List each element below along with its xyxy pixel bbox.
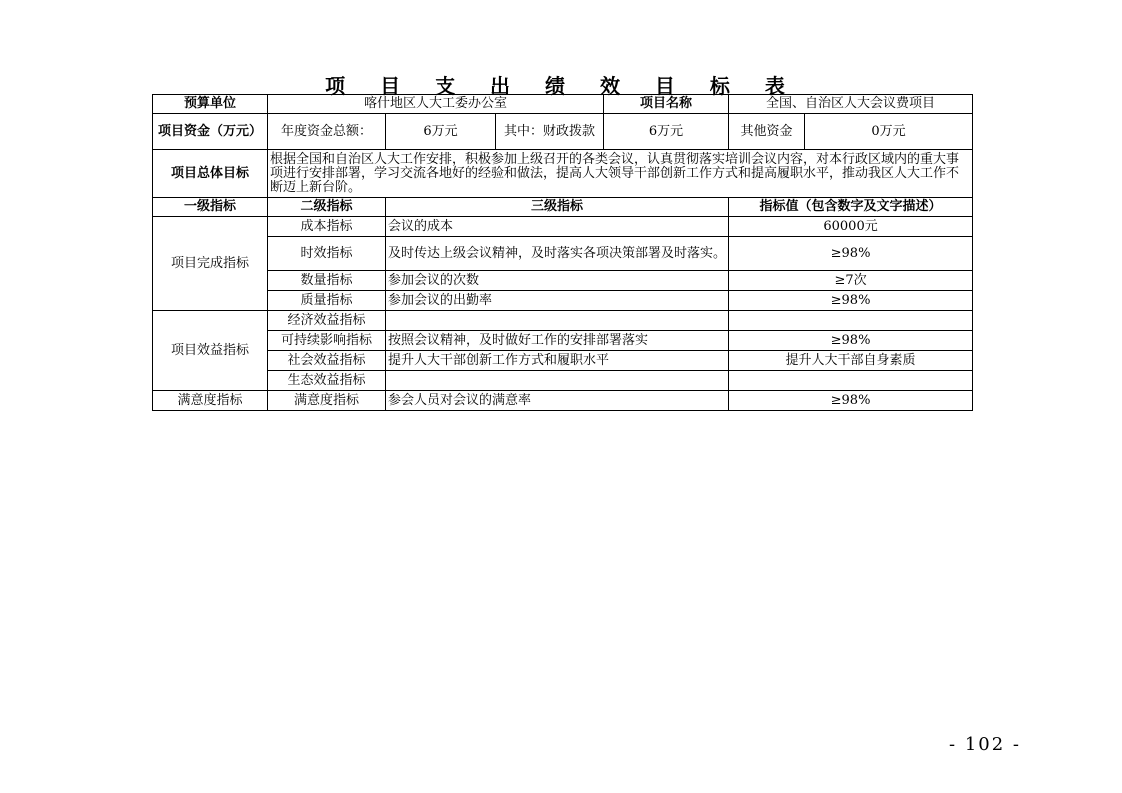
level2-cell: 成本指标 <box>268 217 386 237</box>
level2-cell: 数量指标 <box>268 271 386 291</box>
table-row <box>153 391 973 411</box>
funds-label: 项目资金（万元） <box>153 114 268 150</box>
level3-cell: 参加会议的出勤率 <box>386 291 729 311</box>
funds-row <box>153 114 973 150</box>
value-cell: ≥98% <box>729 391 973 411</box>
fiscal-value: 6万元 <box>604 114 729 150</box>
level2-cell: 质量指标 <box>268 291 386 311</box>
level2-cell: 经济效益指标 <box>268 311 386 331</box>
performance-goal-table <box>152 94 973 411</box>
level3-cell: 及时传达上级会议精神，及时落实各项决策部署及时落实。 <box>386 237 729 271</box>
value-cell: ≥98% <box>729 291 973 311</box>
value-cell: ≥98% <box>729 237 973 271</box>
table-row <box>153 291 973 311</box>
level3-cell: 按照会议精神，及时做好工作的安排部署落实 <box>386 331 729 351</box>
table-row <box>153 217 973 237</box>
page-number: - 102 - <box>949 734 1021 755</box>
value-cell: 60000元 <box>729 217 973 237</box>
other-funds-label: 其他资金 <box>729 114 805 150</box>
table-row <box>153 311 973 331</box>
level2-cell: 生态效益指标 <box>268 371 386 391</box>
other-funds-value: 0万元 <box>805 114 973 150</box>
table-row <box>153 371 973 391</box>
budget-unit-value: 喀什地区人大工委办公室 <box>268 95 604 114</box>
column-header-row <box>153 198 973 217</box>
level2-cell: 时效指标 <box>268 237 386 271</box>
level3-cell: 参会人员对会议的满意率 <box>386 391 729 411</box>
goal-label: 项目总体目标 <box>153 150 268 198</box>
col-level2-header: 二级指标 <box>268 198 386 217</box>
group-completion-label: 项目完成指标 <box>153 217 268 311</box>
goal-text: 根据全国和自治区人大工作安排，积极参加上级召开的各类会议，认真贯彻落实培训会议内容，对本行政区域内的重大事项进行安排部署，学习交流各地好的经验和做法，提高人大领导干部创新工作方式和提高履职水平，推动我区人大工作不断迈上新台阶。 <box>268 150 973 198</box>
level3-cell: 会议的成本 <box>386 217 729 237</box>
level2-cell: 可持续影响指标 <box>268 331 386 351</box>
fiscal-label: 其中：财政拨款 <box>496 114 604 150</box>
value-cell: 提升人大干部自身素质 <box>729 351 973 371</box>
table-title: 项 目 支 出 绩 效 目 标 表 <box>325 74 799 98</box>
level3-cell <box>386 311 729 331</box>
goal-row <box>153 150 973 198</box>
header-row <box>153 95 973 114</box>
annual-total-label: 年度资金总额： <box>268 114 386 150</box>
value-cell <box>729 371 973 391</box>
table-row <box>153 351 973 371</box>
value-cell: ≥7次 <box>729 271 973 291</box>
project-name-value: 全国、自治区人大会议费项目 <box>729 95 973 114</box>
table-row <box>153 271 973 291</box>
col-level3-header: 三级指标 <box>386 198 729 217</box>
col-value-header: 指标值（包含数字及文字描述） <box>729 198 973 217</box>
level3-cell: 参加会议的次数 <box>386 271 729 291</box>
group-satisfaction-label: 满意度指标 <box>153 391 268 411</box>
table-row <box>153 237 973 271</box>
table-row <box>153 331 973 351</box>
level2-cell: 社会效益指标 <box>268 351 386 371</box>
value-cell: ≥98% <box>729 331 973 351</box>
budget-unit-label: 预算单位 <box>153 95 268 114</box>
level2-cell: 满意度指标 <box>268 391 386 411</box>
level3-cell: 提升人大干部创新工作方式和履职水平 <box>386 351 729 371</box>
project-name-label: 项目名称 <box>604 95 729 114</box>
group-benefit-label: 项目效益指标 <box>153 311 268 391</box>
annual-total-value: 6万元 <box>386 114 496 150</box>
col-level1-header: 一级指标 <box>153 198 268 217</box>
level3-cell <box>386 371 729 391</box>
value-cell <box>729 311 973 331</box>
